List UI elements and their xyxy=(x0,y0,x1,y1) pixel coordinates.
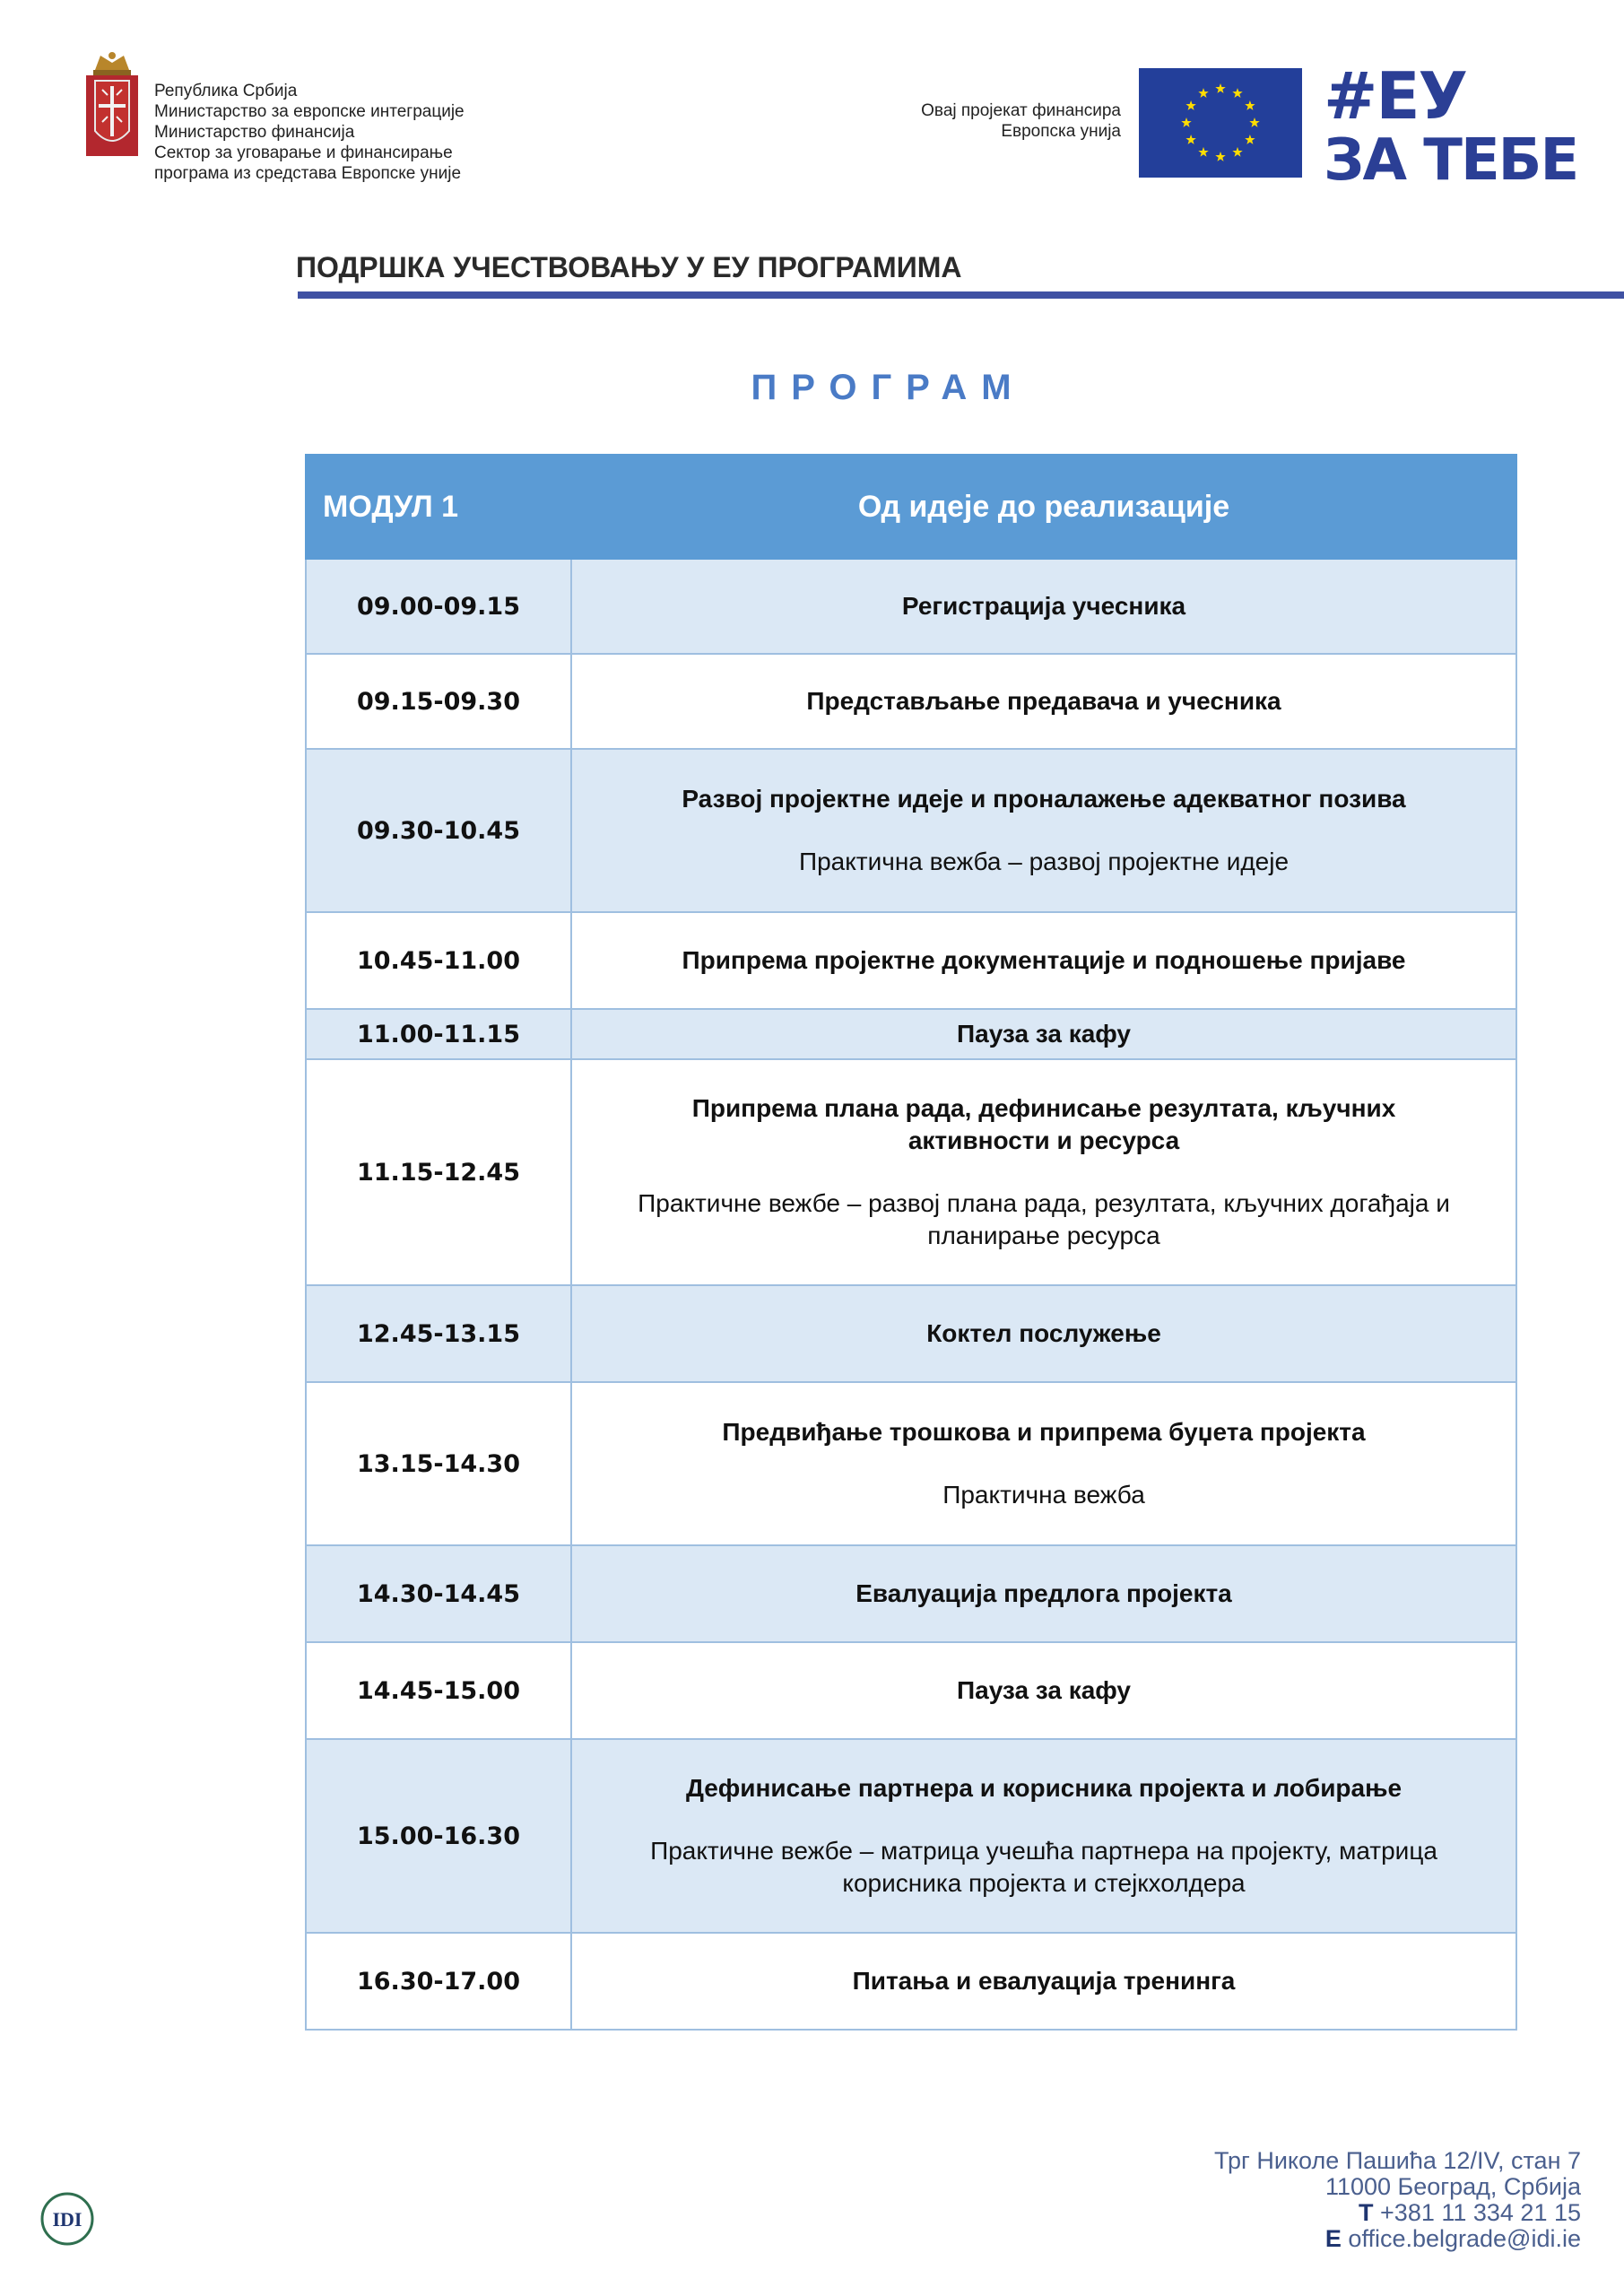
eu-star-icon xyxy=(1215,152,1225,161)
time-cell: 09.00-09.15 xyxy=(306,559,571,654)
time-cell: 13.15-14.30 xyxy=(306,1382,571,1545)
email-line xyxy=(1214,2226,1581,2252)
activity-subtitle: Практична вежба xyxy=(942,1481,1145,1509)
table-row xyxy=(306,1382,1516,1545)
gov-line: Министарство за европске интеграције xyxy=(154,102,465,121)
table-row xyxy=(306,1545,1516,1642)
government-header xyxy=(83,50,465,184)
email-address[interactable]: office.belgrade@idi.ie xyxy=(1348,2225,1581,2252)
time-cell: 15.00-16.30 xyxy=(306,1739,571,1933)
activity-cell xyxy=(571,1642,1516,1739)
table-row xyxy=(306,1933,1516,2030)
gov-line: програма из средстава Европске уније xyxy=(154,164,462,183)
time-cell: 11.15-12.45 xyxy=(306,1059,571,1285)
table-row xyxy=(306,749,1516,912)
eu-star-icon xyxy=(1245,135,1255,144)
funded-by-text xyxy=(861,100,1121,142)
eu-star-icon xyxy=(1185,100,1195,110)
time-cell: 11.00-11.15 xyxy=(306,1009,571,1059)
activity-subtitle: Практична вежба – развој пројектне идеје xyxy=(798,848,1290,875)
table-row xyxy=(306,1642,1516,1739)
address-street: Трг Николе Пашића 12/IV, стан 7 xyxy=(1213,2147,1581,2174)
table-row xyxy=(306,1739,1516,1933)
activity-title: Дефинисање партнера и корисника пројекта и лобирање xyxy=(685,1774,1403,1802)
activity-cell xyxy=(571,559,1516,654)
email-label: E xyxy=(1324,2225,1342,2252)
activity-cell xyxy=(571,1059,1516,1285)
time-cell: 09.30-10.45 xyxy=(306,749,571,912)
activity-cell xyxy=(571,1382,1516,1545)
activity-cell xyxy=(571,1739,1516,1933)
eu-star-icon xyxy=(1198,147,1208,157)
eu-flag-icon xyxy=(1139,68,1302,178)
program-title: ПРОГРАМ xyxy=(751,368,1026,407)
activity-title: Припрема плана рада, дефинисање резултата, кључних активности и ресурса xyxy=(691,1094,1396,1154)
time-cell: 09.15-09.30 xyxy=(306,654,571,749)
time-cell: 10.45-11.00 xyxy=(306,912,571,1009)
funded-line: Европска унија xyxy=(1001,122,1121,141)
idi-logo-text: IDI xyxy=(52,2208,83,2231)
eu-star-icon xyxy=(1215,83,1225,93)
activity-cell xyxy=(571,1933,1516,2030)
table-row xyxy=(306,1059,1516,1285)
table-row xyxy=(306,1285,1516,1382)
activity-title: Регистрација учесника xyxy=(901,592,1186,620)
phone-label: T xyxy=(1359,2199,1374,2226)
activity-title: Пауза за кафу xyxy=(957,1676,1131,1704)
time-cell: 14.45-15.00 xyxy=(306,1642,571,1739)
activity-title: Коктел послужење xyxy=(926,1319,1161,1347)
idi-logo-icon xyxy=(39,2191,95,2247)
activity-title: Развој пројектне идеје и проналажење адекватног позива xyxy=(682,785,1406,813)
contact-address xyxy=(1214,2148,1581,2252)
funded-line: Овај пројекат финансира xyxy=(921,101,1121,120)
eu-star-icon xyxy=(1232,147,1242,157)
section-divider xyxy=(298,291,1624,299)
eu-star-icon xyxy=(1232,88,1242,98)
time-cell: 16.30-17.00 xyxy=(306,1933,571,2030)
activity-subtitle: Практичне вежбе – матрица учешћа партнера на пројекту, матрица корисника пројекта и стејкхолдера xyxy=(650,1837,1437,1897)
gov-line: Министарство финансија xyxy=(154,123,355,142)
time-cell: 14.30-14.45 xyxy=(306,1545,571,1642)
table-row xyxy=(306,912,1516,1009)
activity-title: Предвиђање трошкова и припрема буџета пројекта xyxy=(722,1418,1366,1446)
government-text xyxy=(154,81,465,184)
eu-slogan-logo xyxy=(1324,58,1578,194)
activity-title: Пауза за кафу xyxy=(957,1020,1131,1048)
eu-star-icon xyxy=(1198,88,1208,98)
table-row xyxy=(306,1009,1516,1059)
table-row xyxy=(306,559,1516,654)
schedule-table xyxy=(305,454,1517,2031)
activity-cell xyxy=(571,912,1516,1009)
gov-line: Република Србија xyxy=(154,82,298,100)
activity-cell xyxy=(571,654,1516,749)
eu-star-icon xyxy=(1185,135,1195,144)
module-title: Од идеје до реализације xyxy=(571,455,1516,559)
eu-star-icon xyxy=(1181,117,1191,127)
activity-cell xyxy=(571,749,1516,912)
activity-cell xyxy=(571,1285,1516,1382)
slogan-line-1: #ЕУ xyxy=(1324,58,1467,134)
address-city: 11000 Београд, Србија xyxy=(1324,2173,1581,2200)
time-cell: 12.45-13.15 xyxy=(306,1285,571,1382)
section-title: ПОДРШКА УЧЕСТВОВАЊУ У ЕУ ПРОГРАМИМА xyxy=(296,251,962,283)
gov-line: Сектор за уговарање и финансирање xyxy=(154,144,453,162)
serbian-coat-of-arms-icon xyxy=(83,50,142,167)
eu-star-icon xyxy=(1249,117,1259,127)
activity-title: Евалуација предлога пројекта xyxy=(855,1579,1232,1607)
phone-number: +381 11 334 21 15 xyxy=(1380,2199,1581,2226)
table-row xyxy=(306,654,1516,749)
eu-star-icon xyxy=(1245,100,1255,110)
activity-title: Питања и евалуација тренинга xyxy=(852,1967,1236,1995)
activity-cell xyxy=(571,1545,1516,1642)
table-header-row xyxy=(306,455,1516,559)
module-label: МОДУЛ 1 xyxy=(306,455,571,559)
activity-title: Представљање предавача и учесника xyxy=(806,687,1281,715)
activity-title: Припрема пројектне документације и подношење пријаве xyxy=(682,946,1406,974)
slogan-line-2: ЗА ТЕБЕ xyxy=(1324,127,1578,194)
activity-cell xyxy=(571,1009,1516,1059)
phone-line xyxy=(1214,2200,1581,2226)
activity-subtitle: Практичне вежбе – развој плана рада, резултата, кључних догађаја и планирање ресурса xyxy=(638,1189,1450,1249)
